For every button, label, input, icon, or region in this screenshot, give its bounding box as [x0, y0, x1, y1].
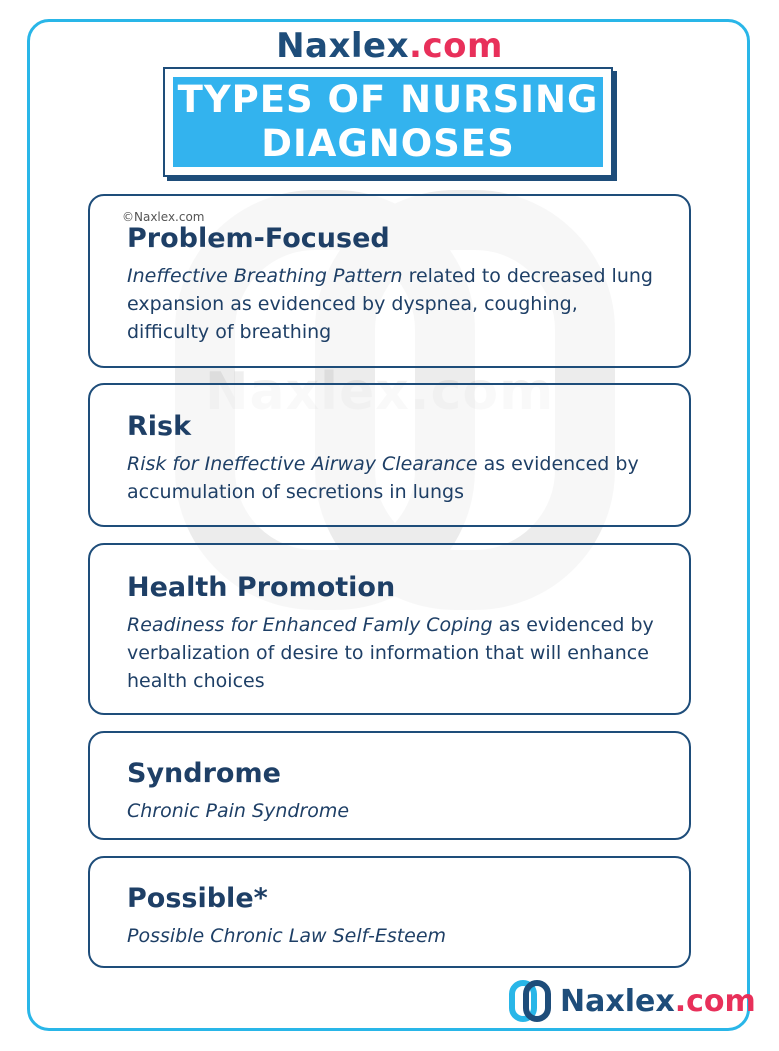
card-heading: Risk — [127, 411, 192, 442]
title-line-2: DIAGNOSES — [261, 122, 515, 165]
card-problem-focused — [88, 194, 691, 368]
copyright-note: ©Naxlex.com — [122, 210, 205, 224]
card-description — [127, 922, 659, 950]
naxlex-logo-icon — [508, 979, 552, 1023]
card-description — [127, 611, 659, 695]
title-banner — [163, 67, 613, 177]
card-description — [127, 262, 659, 346]
footer-brand-dot: . — [674, 983, 687, 1019]
card-description — [127, 797, 659, 825]
brand-name: Naxlex — [276, 26, 410, 66]
brand-header — [0, 26, 779, 66]
card-risk — [88, 383, 691, 527]
footer-brand-name: Naxlex — [560, 983, 675, 1019]
card-diagnosis: Readiness for Enhanced Famly Coping — [127, 614, 493, 636]
card-syndrome — [88, 731, 691, 840]
card-detail: as evidenced by verbalization of desire to information that will enhance health choices — [127, 614, 654, 692]
card-health-promotion — [88, 543, 691, 715]
card-heading: Possible* — [127, 883, 268, 914]
card-diagnosis: Risk for Ineffective Airway Clearance — [127, 453, 478, 475]
card-diagnosis: Ineffective Breathing Pattern — [127, 265, 403, 287]
card-heading: Syndrome — [127, 758, 281, 789]
card-detail: as evidenced by accumulation of secretions in lungs — [127, 453, 639, 503]
card-diagnosis: Possible Chronic Law Self-Esteem — [127, 925, 447, 947]
page-title — [173, 77, 603, 167]
card-diagnosis: Chronic Pain Syndrome — [127, 800, 350, 822]
brand-footer — [508, 978, 756, 1024]
footer-brand-text — [560, 984, 756, 1019]
card-detail: related to decreased lung expansion as evidenced by dyspnea, coughing, difficulty of breathing — [127, 265, 653, 343]
card-possible — [88, 856, 691, 968]
brand-dot: . — [409, 26, 423, 66]
card-heading: Health Promotion — [127, 572, 396, 603]
title-line-1: TYPES OF NURSING — [177, 78, 599, 121]
card-heading: Problem-Focused — [127, 223, 390, 254]
card-description — [127, 450, 659, 506]
brand-tld: com — [422, 26, 503, 66]
footer-brand-tld: com — [686, 983, 756, 1019]
